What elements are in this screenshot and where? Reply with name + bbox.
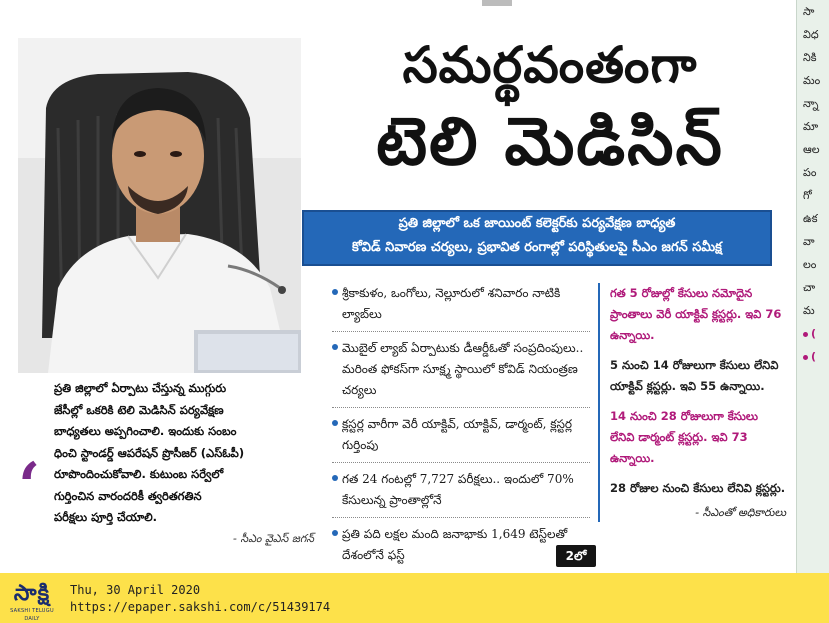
bullet-dot-icon <box>803 355 808 360</box>
pull-quote-line: గుర్తించిన వారందరికీ త్వరితగతిన <box>54 488 202 503</box>
adjacent-text-fragment: న్నా <box>803 97 819 110</box>
pull-quote <box>54 378 314 548</box>
pull-quote-line: ప్రతి జిల్లాలో ఏర్పాటు చేస్తున్న ముగ్గురు <box>54 381 227 395</box>
bullet-text: గత 24 గంటల్లో 7,727 పరీక్షలు.. ఇందులో 70% కేసులున్న ప్రాంతాల్లోనే <box>342 472 574 507</box>
bullet-dot-icon <box>803 332 808 337</box>
bullet-item <box>332 283 590 332</box>
adjacent-text-fragment: మం <box>803 74 821 87</box>
pull-quote-attribution: - సీఎం వైఎస్ జగన్ <box>232 531 314 545</box>
adjacent-text-fragment: సా <box>803 5 815 18</box>
bullet-text: మొబైల్ ల్యాబ్ ఏర్పాటుకు డీఆర్డీఓతో సంప్రదింపులు.. మరింత ఫోకస్‌గా సూక్ష్మ స్థాయిలో కోవిడ్ నియంత్రణ చర్యలు <box>342 341 584 397</box>
pull-quote-line: బాధ్యతలు అప్పగించాలి. ఇందుకు సంబం <box>54 424 237 438</box>
opening-quote-icon: ‘ <box>18 449 41 524</box>
adjacent-text-fragment: చా <box>803 281 816 294</box>
continued-on-page-badge[interactable]: 2లో <box>556 545 596 567</box>
adjacent-bullet-text: ( <box>811 350 817 363</box>
cm-portrait-image <box>18 38 301 373</box>
epaper-footer <box>0 573 829 623</box>
adjacent-bullet-fragment <box>797 322 829 345</box>
bullet-dot-icon <box>332 344 338 350</box>
bullet-item <box>332 524 590 572</box>
subheadline-line-1: ప్రతి జిల్లాలో ఒక జాయింట్ కలెక్టర్‌కు పర్యవేక్షణ బాధ్యత <box>398 216 676 231</box>
adjacent-article-strip <box>796 0 829 573</box>
cluster-point <box>610 283 786 346</box>
adjacent-text-fragment: ఆల <box>803 143 820 156</box>
adjacent-text-fragment: మా <box>803 120 819 133</box>
bullet-item <box>332 414 590 463</box>
bullet-item <box>332 338 590 408</box>
cluster-point <box>610 355 786 397</box>
top-rule <box>0 0 796 10</box>
bullet-item <box>332 469 590 518</box>
pull-quote-line: పరీక్షలు పూర్తి చేయాలి. <box>54 510 158 524</box>
cluster-point-text: గత 5 రోజుల్లో కేసులు నమోదైన ప్రాంతాలు వెరీ యాక్టివ్ క్లస్టర్లు. ఇవి 76 ఉన్నాయి. <box>610 286 782 342</box>
publication-date: Thu, 30 April 2020 <box>70 583 201 597</box>
headline-line-1: సమర్థవంతంగా <box>402 36 698 94</box>
sakshi-logo[interactable] <box>2 581 62 622</box>
cluster-point-text: 28 రోజుల నుంచి కేసులు లేనివి క్లస్టర్లు. <box>610 481 786 495</box>
adjacent-bullet-fragment <box>797 345 829 368</box>
bullet-dot-icon <box>332 289 338 295</box>
sakshi-logo-text: సాక్షి <box>13 581 51 606</box>
bullet-dot-icon <box>332 420 338 426</box>
headline <box>315 34 785 184</box>
pull-quote-line: జేసీల్లో ఒకరికి టెలి మెడిసిన్ పర్యవేక్షణ <box>54 402 224 417</box>
subheadline-line-2: కోవిడ్ నివారణ చర్యలు, ప్రభావిత రంగాల్లో పరిస్థితులపై సీఎం జగన్ సమీక్ష <box>352 240 722 255</box>
headline-line-2: టెలి మెడిసిన్ <box>376 103 724 180</box>
cluster-point <box>610 406 786 469</box>
adjacent-text-fragment: పం <box>803 166 817 179</box>
cluster-point-text: 5 నుంచి 14 రోజులుగా కేసులు లేనివి యాక్టివ్ క్లస్టర్లు. ఇవి 55 ఉన్నాయి. <box>610 358 779 393</box>
cluster-attribution: - సీఎంతో అధికారులు <box>695 506 786 519</box>
pull-quote-line: రూపొందించుకోవాలి. కుటుంబ సర్వేలో <box>54 467 224 481</box>
cluster-info-column <box>598 283 786 522</box>
bullet-text: ప్రతి పది లక్షల మంది జనాభాకు 1,649 టెస్ట్‌లతో దేశంలోనే ఫస్ట్ <box>342 527 568 562</box>
top-rule-marker <box>482 0 512 6</box>
article-photo <box>18 38 301 373</box>
pull-quote-line: ధించి స్టాండర్డ్ ఆపరేషన్ ప్రొసీజర్ (ఎస్ఓపీ) <box>54 445 245 460</box>
adjacent-text-fragment: నికి <box>803 51 817 64</box>
bullet-text: శ్రీకాకుళం, ఒంగోలు, నెల్లూరులో శనివారం నాటికి ల్యాబ్‌లు <box>342 286 561 321</box>
epaper-url-link[interactable]: https://epaper.sakshi.com/c/51439174 <box>70 600 331 614</box>
adjacent-text-fragment: విధ <box>803 28 819 41</box>
adjacent-text-fragment: లం <box>803 258 817 271</box>
adjacent-text-fragment: మ <box>803 304 815 317</box>
bullet-dot-icon <box>332 475 338 481</box>
adjacent-bullet-text: ( <box>811 327 817 340</box>
sakshi-logo-subtitle: SAKSHI TELUGU DAILY <box>10 608 54 622</box>
bullet-text: క్లస్టర్ల వారీగా వెరీ యాక్టివ్, యాక్టివ్, డార్మంట్, క్లస్టర్ల గుర్తింపు <box>342 417 573 452</box>
adjacent-text-fragment: గో <box>803 189 812 202</box>
cluster-point <box>610 478 786 499</box>
adjacent-text-fragment: వా <box>803 235 815 248</box>
bullet-dot-icon <box>332 530 338 536</box>
cluster-point-text: 14 నుంచి 28 రోజులుగా కేసులు లేనివి డార్మంట్ క్లస్టర్లు. ఇవి 73 ఉన్నాయి. <box>610 409 758 465</box>
adjacent-text-fragment: ఉక <box>803 212 818 225</box>
subheadline-box <box>302 210 772 266</box>
bullet-column <box>332 283 590 578</box>
